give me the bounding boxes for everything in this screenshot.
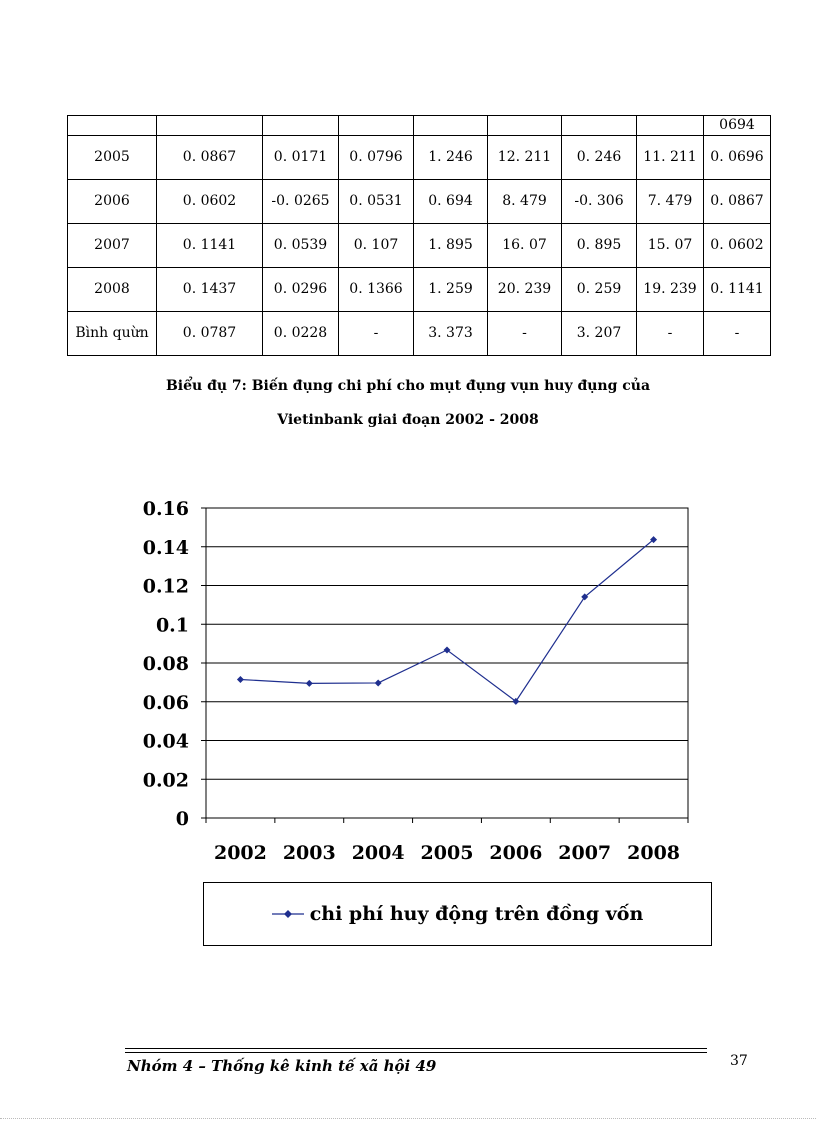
x-tick-label: 2008 xyxy=(627,842,681,864)
caption-line-1: Biểu đụ 7: Biến đụng chi phí cho mụt đụng vụn huy đụng của xyxy=(165,378,651,394)
page-number: 37 xyxy=(730,1053,748,1069)
y-tick-label: 0.14 xyxy=(142,536,189,559)
table-cell xyxy=(637,116,704,136)
table-cell xyxy=(562,116,637,136)
table-cell: 2008 xyxy=(68,268,157,312)
table-cell: - xyxy=(637,312,704,356)
table-cell xyxy=(68,116,157,136)
table-cell xyxy=(157,116,263,136)
table-row xyxy=(68,136,771,180)
table-cell: 20. 239 xyxy=(488,268,562,312)
y-tick-label: 0.02 xyxy=(142,769,189,792)
footer-text: Nhóm 4 – Thống kê kinh tế xã hội 49 xyxy=(127,1057,437,1075)
table-row xyxy=(68,180,771,224)
table-cell: 15. 07 xyxy=(637,224,704,268)
table-cell: 12. 211 xyxy=(488,136,562,180)
y-tick-label: 0.06 xyxy=(142,691,189,714)
table-cell: 0. 0296 xyxy=(263,268,339,312)
x-tick-label: 2002 xyxy=(213,842,267,864)
table-cell: 0. 1366 xyxy=(339,268,414,312)
legend-label: chi phí huy động trên đồng vốn xyxy=(309,903,644,925)
table-cell: 0. 0531 xyxy=(339,180,414,224)
table-cell: 19. 239 xyxy=(637,268,704,312)
table-cell: 0. 0796 xyxy=(339,136,414,180)
legend-marker-icon xyxy=(272,908,304,920)
table-cell xyxy=(414,116,488,136)
table-cell: 11. 211 xyxy=(637,136,704,180)
table-cell: 0. 895 xyxy=(562,224,637,268)
y-tick-label: 0.08 xyxy=(142,653,189,675)
table-cell: 0. 0787 xyxy=(157,312,263,356)
table-cell: 0. 1437 xyxy=(157,268,263,312)
x-tick-label: 2006 xyxy=(489,842,543,864)
footer-rule-2 xyxy=(125,1052,707,1053)
table-cell: 0. 0602 xyxy=(157,180,263,224)
table-cell: 3. 373 xyxy=(414,312,488,356)
table-cell: 3. 207 xyxy=(562,312,637,356)
table-cell: 0. 0867 xyxy=(157,136,263,180)
table-row xyxy=(68,224,771,268)
table-cell: 0. 1141 xyxy=(157,224,263,268)
table-cell: - xyxy=(488,312,562,356)
caption-line-2: Vietinbank giai đoạn 2002 - 2008 xyxy=(277,412,539,428)
table-cell: -0. 306 xyxy=(562,180,637,224)
table-cell: 1. 259 xyxy=(414,268,488,312)
table-cell: 0. 259 xyxy=(562,268,637,312)
table-cell: 0. 0602 xyxy=(704,224,771,268)
y-tick-label: 0.12 xyxy=(142,575,189,598)
table-cell: 0. 0171 xyxy=(263,136,339,180)
table-row xyxy=(68,116,771,136)
table-cell: 0. 246 xyxy=(562,136,637,180)
table-cell: 0. 1141 xyxy=(704,268,771,312)
y-tick-label: 0.04 xyxy=(142,730,189,753)
table-cell: 0. 0867 xyxy=(704,180,771,224)
chart-legend xyxy=(203,882,712,946)
table-cell: 2005 xyxy=(68,136,157,180)
table-cell: 1. 895 xyxy=(414,224,488,268)
table-row xyxy=(68,268,771,312)
page-bottom-border xyxy=(0,1118,816,1119)
table-cell xyxy=(263,116,339,136)
table-cell: 0. 107 xyxy=(339,224,414,268)
table-cell: -0. 0265 xyxy=(263,180,339,224)
table-cell: 0. 0539 xyxy=(263,224,339,268)
table-cell: 0. 694 xyxy=(414,180,488,224)
table-cell: 8. 479 xyxy=(488,180,562,224)
table-cell: 16. 07 xyxy=(488,224,562,268)
table-cell: 1. 246 xyxy=(414,136,488,180)
table-cell: 0. 0228 xyxy=(263,312,339,356)
table-cell: 0694 xyxy=(704,116,771,136)
y-tick-label: 0 xyxy=(175,808,189,830)
table-cell: 7. 479 xyxy=(637,180,704,224)
x-tick-label: 2005 xyxy=(420,842,474,864)
table-cell: 2006 xyxy=(68,180,157,224)
table-cell xyxy=(488,116,562,136)
table-row xyxy=(68,312,771,356)
y-tick-label: 0.16 xyxy=(142,498,189,520)
data-table xyxy=(67,115,771,356)
table-cell: 0. 0696 xyxy=(704,136,771,180)
x-tick-label: 2007 xyxy=(558,842,612,864)
table-cell xyxy=(339,116,414,136)
table-cell: Bình quừn xyxy=(68,312,157,356)
footer-rule xyxy=(125,1048,707,1049)
table-cell: 2007 xyxy=(68,224,157,268)
table-cell: - xyxy=(704,312,771,356)
x-tick-label: 2004 xyxy=(351,842,405,864)
y-tick-label: 0.1 xyxy=(155,614,189,637)
table-cell: - xyxy=(339,312,414,356)
line-chart xyxy=(140,495,700,875)
x-tick-label: 2003 xyxy=(282,842,336,864)
